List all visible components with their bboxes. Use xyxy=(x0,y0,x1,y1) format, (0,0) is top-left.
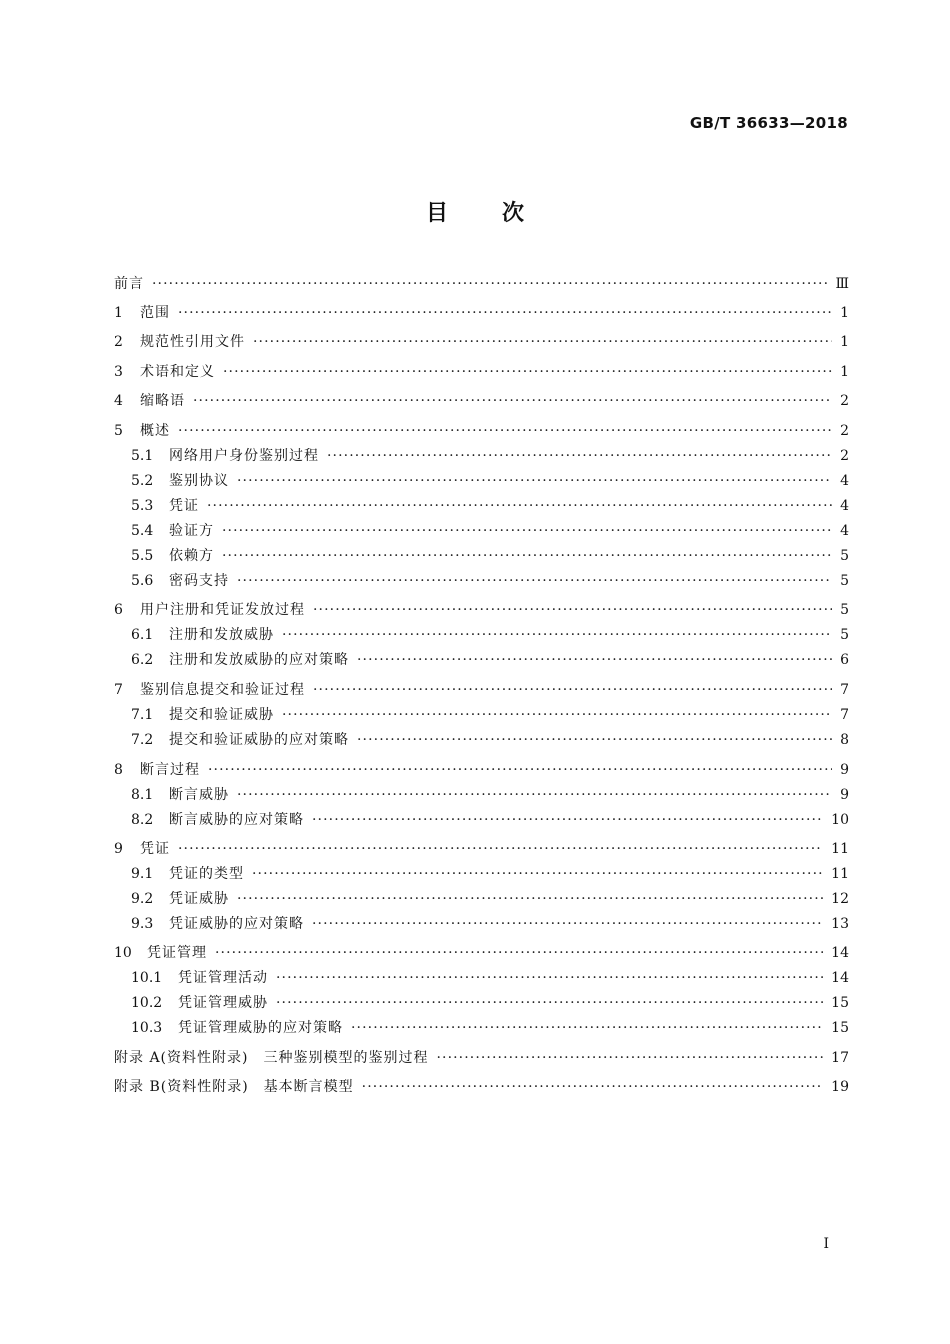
toc-entry-label: 附录 B(资料性附录) 基本断言模型 xyxy=(114,1079,354,1095)
dot-leader xyxy=(237,785,832,805)
dot-leader xyxy=(313,680,832,700)
toc-entry-label: 验证方 xyxy=(169,523,214,539)
toc-entry-label: 规范性引用文件 xyxy=(140,334,245,350)
dot-leader xyxy=(362,1077,824,1097)
toc-entry-number: 9 xyxy=(114,841,123,857)
toc-entry-page: 2 xyxy=(840,423,849,439)
page-number: I xyxy=(823,1236,829,1252)
dot-leader xyxy=(193,391,832,411)
toc-subentry[interactable] xyxy=(131,968,849,988)
toc-entry-page: 15 xyxy=(831,1020,849,1036)
dot-leader xyxy=(208,760,832,780)
dot-leader xyxy=(351,1018,823,1038)
toc-entry-number: 1 xyxy=(114,305,123,321)
toc-entry-label: 密码支持 xyxy=(169,573,229,589)
toc-entry-page: 9 xyxy=(840,787,849,803)
toc-entry-number: 8.2 xyxy=(131,812,154,828)
toc-entry-label: 用户注册和凭证发放过程 xyxy=(140,602,305,618)
dot-leader xyxy=(282,705,832,725)
toc-entry[interactable] xyxy=(114,680,849,700)
dot-leader xyxy=(357,730,832,750)
toc-entry-number: 3 xyxy=(114,364,123,380)
toc-entry-number: 7 xyxy=(114,682,123,698)
dot-leader xyxy=(215,943,823,963)
toc-entry-label: 凭证管理威胁的应对策略 xyxy=(178,1020,343,1036)
toc-entry[interactable] xyxy=(114,839,849,859)
standard-code: GB/T 36633—2018 xyxy=(689,114,848,132)
toc-entry-page: 4 xyxy=(840,523,849,539)
toc-entry[interactable] xyxy=(114,391,849,411)
dot-leader xyxy=(327,446,832,466)
toc-entry-number: 6.2 xyxy=(131,652,154,668)
toc-entry-label: 凭证管理威胁 xyxy=(178,995,268,1011)
toc-entry[interactable] xyxy=(114,421,849,441)
toc-subentry[interactable] xyxy=(131,625,849,645)
toc-subentry[interactable] xyxy=(131,471,849,491)
toc-entry[interactable] xyxy=(114,943,849,963)
toc-entry-number: 5.2 xyxy=(131,473,154,489)
toc-entry-page: 6 xyxy=(840,652,849,668)
toc-entry-number: 5.3 xyxy=(131,498,154,514)
toc-entry-number: 8.1 xyxy=(131,787,154,803)
toc-entry-number: 7.2 xyxy=(131,732,154,748)
toc-entry-number: 6 xyxy=(114,602,123,618)
toc-entry[interactable] xyxy=(114,1077,849,1097)
dot-leader xyxy=(276,968,823,988)
toc-subentry[interactable] xyxy=(131,546,849,566)
toc-subentry[interactable] xyxy=(131,810,849,830)
dot-leader xyxy=(237,471,832,491)
toc-entry-page: 19 xyxy=(831,1079,849,1095)
toc-subentry[interactable] xyxy=(131,571,849,591)
toc-entry-number: 5.6 xyxy=(131,573,154,589)
toc-entry-label: 网络用户身份鉴别过程 xyxy=(169,448,319,464)
toc-entry-label: 凭证威胁的应对策略 xyxy=(169,916,304,932)
toc-subentry[interactable] xyxy=(131,864,849,884)
toc-entry-page: 1 xyxy=(840,305,849,321)
toc-entry-label: 断言威胁的应对策略 xyxy=(169,812,304,828)
toc-entry-label: 凭证 xyxy=(169,498,199,514)
dot-leader xyxy=(222,546,832,566)
toc-entry-label: 注册和发放威胁的应对策略 xyxy=(169,652,349,668)
toc-entry-page: 14 xyxy=(831,945,849,961)
toc-entry-label: 前言 xyxy=(114,276,144,292)
toc-entry-number: 10.2 xyxy=(131,995,163,1011)
toc-entry-number: 9.3 xyxy=(131,916,154,932)
toc-entry[interactable] xyxy=(114,1048,849,1068)
toc-subentry[interactable] xyxy=(131,446,849,466)
toc-entry-page: 1 xyxy=(840,364,849,380)
dot-leader xyxy=(207,496,832,516)
toc-subentry[interactable] xyxy=(131,521,849,541)
dot-leader xyxy=(178,421,832,441)
toc-entry-page: 10 xyxy=(831,812,849,828)
toc-entry-page: 2 xyxy=(840,448,849,464)
toc-entry-label: 附录 A(资料性附录) 三种鉴别模型的鉴别过程 xyxy=(114,1050,429,1066)
dot-leader xyxy=(237,889,823,909)
toc-entry-number: 10 xyxy=(114,945,132,961)
toc-entry-label: 依赖方 xyxy=(169,548,214,564)
toc-entry[interactable] xyxy=(114,303,849,323)
dot-leader xyxy=(237,571,832,591)
toc-entry[interactable] xyxy=(114,600,849,620)
toc-entry-number: 9.2 xyxy=(131,891,154,907)
toc-entry-label: 凭证威胁 xyxy=(169,891,229,907)
dot-leader xyxy=(223,362,832,382)
toc-subentry[interactable] xyxy=(131,785,849,805)
toc-entry-number: 5.4 xyxy=(131,523,154,539)
toc-entry-page: 14 xyxy=(831,970,849,986)
toc-entry-page: 9 xyxy=(840,762,849,778)
toc-entry-page: Ⅲ xyxy=(835,276,849,292)
dot-leader xyxy=(253,332,832,352)
toc-entry-label: 鉴别信息提交和验证过程 xyxy=(140,682,305,698)
toc-entry-number: 5.1 xyxy=(131,448,154,464)
toc-entry-number: 2 xyxy=(114,334,123,350)
dot-leader xyxy=(178,303,832,323)
toc-entry-page: 13 xyxy=(831,916,849,932)
toc-entry-label: 提交和验证威胁的应对策略 xyxy=(169,732,349,748)
toc-entry-label: 注册和发放威胁 xyxy=(169,627,274,643)
dot-leader xyxy=(152,274,827,294)
dot-leader xyxy=(436,1048,823,1068)
toc-entry-page: 5 xyxy=(840,627,849,643)
toc-entry-page: 15 xyxy=(831,995,849,1011)
toc-entry-page: 5 xyxy=(840,548,849,564)
toc-subentry[interactable] xyxy=(131,730,849,750)
toc-entry-number: 4 xyxy=(114,393,123,409)
toc-entry-page: 4 xyxy=(840,473,849,489)
toc-entry-number: 7.1 xyxy=(131,707,154,723)
page-title: 目次 xyxy=(425,201,578,226)
dot-leader xyxy=(252,864,823,884)
toc-entry-number: 5.5 xyxy=(131,548,154,564)
toc-entry-page: 7 xyxy=(840,682,849,698)
toc-entry-page: 8 xyxy=(840,732,849,748)
toc-entry-label: 概述 xyxy=(140,423,170,439)
toc-subentry[interactable] xyxy=(131,705,849,725)
toc-entry-page: 1 xyxy=(840,334,849,350)
toc-entry-page: 12 xyxy=(831,891,849,907)
dot-leader xyxy=(312,810,823,830)
toc-entry-label: 缩略语 xyxy=(140,393,185,409)
toc-entry-page: 5 xyxy=(840,573,849,589)
toc-entry-page: 17 xyxy=(831,1050,849,1066)
toc-entry-page: 2 xyxy=(840,393,849,409)
toc-entry-label: 凭证 xyxy=(140,841,170,857)
toc-entry-label: 鉴别协议 xyxy=(169,473,229,489)
toc-subentry[interactable] xyxy=(131,914,849,934)
toc-subentry[interactable] xyxy=(131,650,849,670)
toc-entry[interactable] xyxy=(114,274,849,294)
toc-entry-label: 断言过程 xyxy=(140,762,200,778)
toc-entry[interactable] xyxy=(114,332,849,352)
toc-entry-page: 5 xyxy=(840,602,849,618)
toc-entry-number: 6.1 xyxy=(131,627,154,643)
dot-leader xyxy=(282,625,832,645)
toc-entry-page: 7 xyxy=(840,707,849,723)
toc-entry-label: 断言威胁 xyxy=(169,787,229,803)
dot-leader xyxy=(312,914,823,934)
dot-leader xyxy=(357,650,832,670)
toc-entry-page: 4 xyxy=(840,498,849,514)
dot-leader xyxy=(276,993,823,1013)
dot-leader xyxy=(178,839,823,859)
toc-entry-label: 范围 xyxy=(140,305,170,321)
toc-entry-page: 11 xyxy=(831,866,849,882)
toc-subentry[interactable] xyxy=(131,496,849,516)
toc-entry-number: 9.1 xyxy=(131,866,154,882)
toc-entry-number: 10.1 xyxy=(131,970,163,986)
toc-entry-number: 10.3 xyxy=(131,1020,163,1036)
toc-entry[interactable] xyxy=(114,362,849,382)
toc-entry-page: 11 xyxy=(831,841,849,857)
toc-subentry[interactable] xyxy=(131,1018,849,1038)
dot-leader xyxy=(222,521,832,541)
toc-entry[interactable] xyxy=(114,760,849,780)
toc-entry-number: 8 xyxy=(114,762,123,778)
toc-entry-label: 凭证的类型 xyxy=(169,866,244,882)
toc-entry-label: 提交和验证威胁 xyxy=(169,707,274,723)
toc-entry-number: 5 xyxy=(114,423,123,439)
toc-entry-label: 凭证管理 xyxy=(147,945,207,961)
toc-entry-label: 凭证管理活动 xyxy=(178,970,268,986)
dot-leader xyxy=(313,600,832,620)
toc-subentry[interactable] xyxy=(131,889,849,909)
toc-entry-label: 术语和定义 xyxy=(140,364,215,380)
toc-subentry[interactable] xyxy=(131,993,849,1013)
